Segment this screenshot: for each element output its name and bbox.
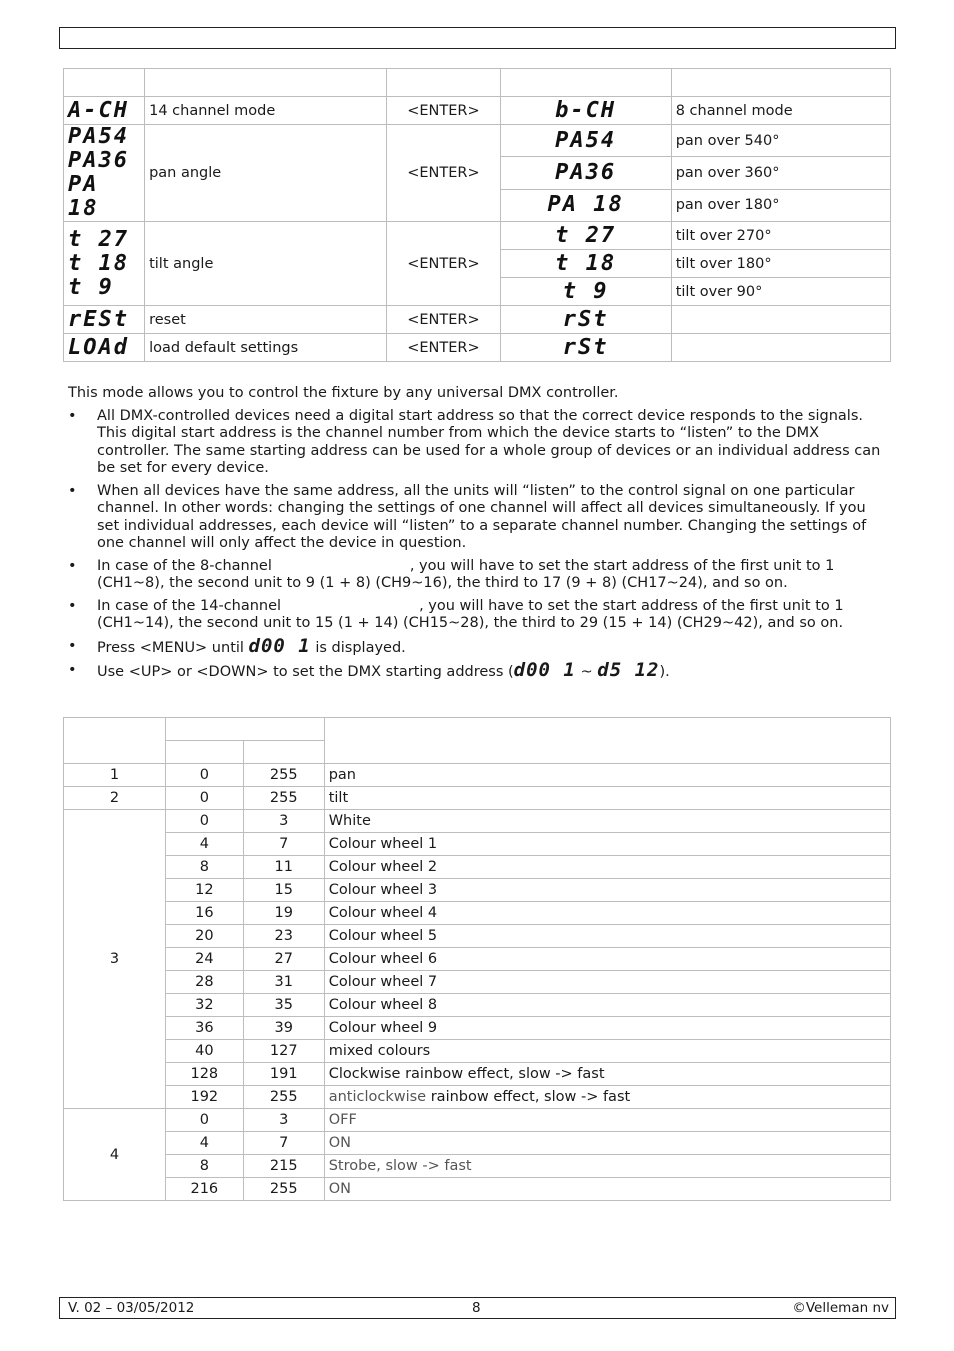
option-code: b-CH (500, 97, 671, 125)
display-code: LOAd (64, 334, 145, 362)
table-row (64, 994, 891, 1017)
option-code: rSt (500, 334, 671, 362)
display-code: d5 12 (597, 659, 660, 681)
function-cell: reset (145, 306, 387, 334)
page-header-box (59, 27, 896, 49)
function-cell: Colour wheel 6 (324, 948, 890, 971)
bullet-text: ). (659, 664, 670, 680)
channel-cell: 2 (64, 787, 166, 810)
table-row (64, 306, 891, 334)
display-code: d00 1 (513, 659, 576, 681)
to-cell: 35 (243, 994, 324, 1017)
to-cell: 39 (243, 1017, 324, 1040)
display-code: PA36 (68, 148, 129, 173)
table-row (64, 1178, 891, 1201)
option-code: t 18 (500, 250, 671, 278)
from-cell: 28 (165, 971, 243, 994)
from-cell: 8 (165, 856, 243, 879)
to-cell: 191 (243, 1063, 324, 1086)
from-cell: 216 (165, 1178, 243, 1201)
display-code: rESt (64, 306, 145, 334)
key-cell: <ENTER> (387, 222, 500, 306)
function-cell: 14 channel mode (145, 97, 387, 125)
function-cell: Colour wheel 3 (324, 879, 890, 902)
dmx-channel-table (63, 717, 891, 1201)
list-item: • When all devices have the same address, all the units will “listen” to the control signal on one particular channel. In other words: changing the settings of one channel will affect all devices simultaneously. If you set individual addresses, each device will “listen” to a separate channel number. Changing the settings of one channel will only affect the device in question. (68, 483, 888, 553)
function-cell: ON (324, 1178, 890, 1201)
from-cell: 24 (165, 948, 243, 971)
bullet-text: Press <MENU> until (97, 639, 244, 656)
table-row (64, 334, 891, 362)
from-cell: 0 (165, 1109, 243, 1132)
function-cell: Strobe, slow -> fast (324, 1155, 890, 1178)
bullet-text: In case of the 8-channel (97, 557, 272, 574)
function-cell: OFF (324, 1109, 890, 1132)
option-desc: tilt over 90° (671, 278, 890, 306)
table-row (64, 1132, 891, 1155)
to-cell: 11 (243, 856, 324, 879)
option-desc (671, 306, 890, 334)
option-code: PA36 (500, 157, 671, 189)
to-cell: 255 (243, 1178, 324, 1201)
to-cell: 23 (243, 925, 324, 948)
function-cell: tilt angle (145, 222, 387, 306)
dmx-header-row (64, 718, 891, 741)
table-row (64, 1040, 891, 1063)
option-code: t 9 (500, 278, 671, 306)
table-row (64, 925, 891, 948)
to-cell: 127 (243, 1040, 324, 1063)
display-code: A-CH (64, 97, 145, 125)
from-cell: 0 (165, 787, 243, 810)
option-desc: 8 channel mode (671, 97, 890, 125)
function-cell (324, 1086, 890, 1109)
channel-cell: 3 (64, 810, 166, 1109)
list-item (68, 634, 888, 658)
table-row (64, 1063, 891, 1086)
table-row (64, 948, 891, 971)
from-cell: 32 (165, 994, 243, 1017)
bullet-text: , you will have to set the start address of the first unit to 1 (CH1~14), the second unit to 15 (1 + 14) (CH15~28), the third to 29 (15 + 14) (CH29~42), and so on. (97, 597, 844, 631)
key-cell: <ENTER> (387, 306, 500, 334)
table-row (64, 833, 891, 856)
bullet-text: Use <UP> or <DOWN> to set the DMX starting address ( (97, 664, 514, 680)
dmx-mode-text (68, 385, 888, 687)
option-desc: pan over 540° (671, 125, 890, 157)
function-cell: tilt (324, 787, 890, 810)
option-desc: tilt over 270° (671, 222, 890, 250)
option-desc (671, 334, 890, 362)
page-number: 8 (472, 1300, 481, 1316)
to-cell: 215 (243, 1155, 324, 1178)
from-cell: 128 (165, 1063, 243, 1086)
display-code: t 18 (68, 250, 129, 276)
table-row (64, 879, 891, 902)
option-code: PA 18 (500, 189, 671, 221)
table-row (64, 856, 891, 879)
from-cell: 16 (165, 902, 243, 925)
from-cell: 8 (165, 1155, 243, 1178)
function-cell: Colour wheel 8 (324, 994, 890, 1017)
function-cell: Colour wheel 5 (324, 925, 890, 948)
from-cell: 4 (165, 1132, 243, 1155)
function-cell: White (324, 810, 890, 833)
to-cell: 19 (243, 902, 324, 925)
display-code: t 27 (68, 226, 129, 252)
table-row (64, 1155, 891, 1178)
list-item (68, 659, 888, 682)
option-code: rSt (500, 306, 671, 334)
to-cell: 31 (243, 971, 324, 994)
display-code: PA 18 (68, 172, 99, 221)
to-cell: 3 (243, 810, 324, 833)
page-footer (59, 1297, 896, 1319)
function-cell: pan (324, 764, 890, 787)
function-cell: pan angle (145, 125, 387, 222)
display-code: d00 1 (248, 634, 311, 657)
function-cell: load default settings (145, 334, 387, 362)
to-cell: 15 (243, 879, 324, 902)
from-cell: 4 (165, 833, 243, 856)
display-code-stack (64, 222, 145, 306)
key-cell: <ENTER> (387, 125, 500, 222)
function-text: rainbow effect, slow -> fast (426, 1089, 631, 1105)
from-cell: 40 (165, 1040, 243, 1063)
display-code: PA54 (68, 124, 129, 149)
table-row (64, 971, 891, 994)
function-cell: Colour wheel 1 (324, 833, 890, 856)
bullet-list (68, 408, 888, 682)
to-cell: 255 (243, 764, 324, 787)
function-cell: Colour wheel 7 (324, 971, 890, 994)
bullet-text: , you will have to set the start address of the first unit to 1 (CH1~8), the second unit to 9 (1 + 8) (CH9~16), the third to 17 (9 + 8) (CH17~24), and so on. (97, 557, 835, 591)
range-separator: ~ (580, 664, 593, 680)
settings-table (63, 68, 891, 362)
function-cell: Colour wheel 4 (324, 902, 890, 925)
channel-cell: 4 (64, 1109, 166, 1201)
option-code: t 27 (500, 222, 671, 250)
key-cell: <ENTER> (387, 334, 500, 362)
table-row (64, 222, 891, 250)
table-row (64, 1086, 891, 1109)
option-desc: pan over 360° (671, 157, 890, 189)
function-text: anticlockwise (328, 1089, 427, 1105)
settings-header-row (64, 69, 891, 97)
to-cell: 7 (243, 1132, 324, 1155)
bullet-text: In case of the 14-channel (97, 597, 282, 614)
to-cell: 255 (243, 787, 324, 810)
table-row (64, 125, 891, 157)
table-row (64, 1017, 891, 1040)
copyright-label: ©Velleman nv (792, 1300, 889, 1316)
list-item (68, 558, 888, 593)
bullet-text: is displayed. (315, 639, 406, 656)
display-code: t 9 (68, 274, 114, 300)
to-cell: 27 (243, 948, 324, 971)
version-label: V. 02 – 03/05/2012 (68, 1300, 195, 1316)
table-row (64, 810, 891, 833)
from-cell: 12 (165, 879, 243, 902)
to-cell: 3 (243, 1109, 324, 1132)
intro-paragraph: This mode allows you to control the fixture by any universal DMX controller. (68, 385, 619, 401)
to-cell: 255 (243, 1086, 324, 1109)
option-code: PA54 (500, 125, 671, 157)
option-desc: tilt over 180° (671, 250, 890, 278)
function-cell: Colour wheel 9 (324, 1017, 890, 1040)
function-cell: Clockwise rainbow effect, slow -> fast (324, 1063, 890, 1086)
from-cell: 192 (165, 1086, 243, 1109)
function-cell: ON (324, 1132, 890, 1155)
from-cell: 0 (165, 764, 243, 787)
to-cell: 7 (243, 833, 324, 856)
list-item (68, 598, 888, 633)
from-cell: 36 (165, 1017, 243, 1040)
table-row (64, 764, 891, 787)
function-cell: Colour wheel 2 (324, 856, 890, 879)
table-row (64, 902, 891, 925)
function-cell: mixed colours (324, 1040, 890, 1063)
channel-cell: 1 (64, 764, 166, 787)
table-row (64, 787, 891, 810)
list-item: • All DMX-controlled devices need a digital start address so that the correct device responds to the signals. This digital start address is the channel number from which the device starts to “listen” to the DMX controller. The same starting address can be used for a whole group of devices or an individual address can be set for every device. (68, 408, 888, 478)
table-row (64, 1109, 891, 1132)
display-code-stack (64, 125, 145, 222)
key-cell: <ENTER> (387, 97, 500, 125)
from-cell: 20 (165, 925, 243, 948)
table-row (64, 97, 891, 125)
from-cell: 0 (165, 810, 243, 833)
option-desc: pan over 180° (671, 189, 890, 221)
